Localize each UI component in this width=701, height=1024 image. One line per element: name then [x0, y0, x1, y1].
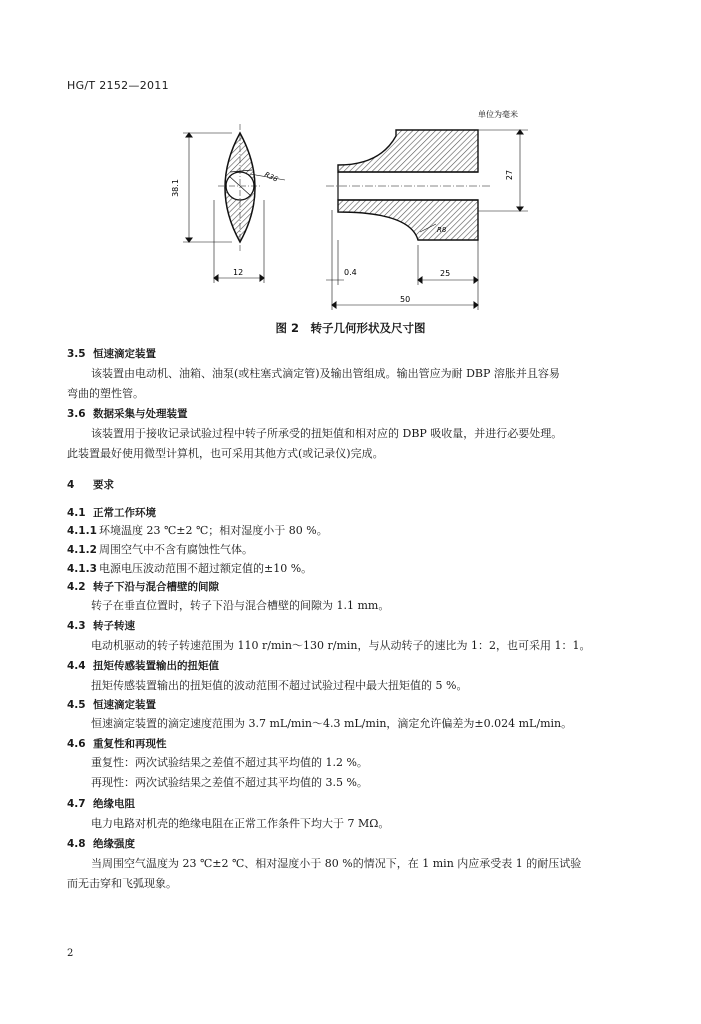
dim-length-50: 50: [400, 295, 411, 304]
para-4-6-line1: 重复性：两次试验结果之差值不超过其平均值的 1.2 %。: [91, 756, 368, 769]
para-3-6-line2: 此装置最好使用微型计算机，也可采用其他方式(或记录仪)完成。: [67, 447, 384, 460]
heading-3-5: 3.5 恒速滴定装置: [67, 348, 156, 360]
dim-width-1: 12: [233, 268, 244, 277]
heading-3-6: 3.6 数据采集与处理装置: [67, 408, 188, 420]
dim-radius-2: R8: [437, 226, 447, 234]
heading-4-1: 4.1 正常工作环境: [67, 507, 156, 519]
para-4-5: 恒速滴定装置的滴定速度范围为 3.7 mL/min～4.3 mL/min，滴定允许偏差为±0.024 mL/min。: [91, 717, 573, 730]
item-4-1-1: 4.1.1 环境温度 23 ℃±2 ℃；相对湿度小于 80 %。: [67, 524, 328, 537]
figure-caption: 图 2 转子几何形状及尺寸图: [275, 321, 426, 335]
para-3-5-line1: 该装置由电动机、油箱、油泵(或柱塞式滴定管)及输出管组成。输出管应为耐 DBP 溶胀并且容易: [91, 367, 560, 380]
heading-4-4: 4.4 扭矩传感装置输出的扭矩值: [67, 660, 219, 672]
para-4-7: 电力电路对机壳的绝缘电阻在正常工作条件下均大于 7 MΩ。: [91, 817, 390, 830]
para-3-5-line2: 弯曲的塑性管。: [67, 387, 144, 400]
dim-radius-1: R36: [263, 170, 280, 184]
heading-4-2: 4.2 转子下沿与混合槽壁的间隙: [67, 581, 219, 593]
item-4-1-3: 4.1.3 电源电压波动范围不超过额定值的±10 %。: [67, 562, 313, 575]
item-4-1-2: 4.1.2 周围空气中不含有腐蚀性气体。: [67, 543, 253, 556]
heading-4-8: 4.8 绝缘强度: [67, 838, 135, 850]
heading-4-5: 4.5 恒速滴定装置: [67, 699, 156, 711]
para-4-8-line1: 当周围空气温度为 23 ℃±2 ℃、相对湿度小于 80 %的情况下，在 1 min 内应承受表 1 的耐压试验: [91, 857, 582, 870]
para-4-8-line2: 而无击穿和飞弧现象。: [67, 877, 177, 890]
para-4-6-line2: 再现性：两次试验结果之差值不超过其平均值的 3.5 %。: [91, 776, 368, 789]
rotor-side-profile: [326, 130, 528, 310]
unit-note: 单位为毫米: [478, 110, 518, 119]
dim-height-2: 27: [505, 169, 514, 181]
para-3-6-line1: 该装置用于接收记录试验过程中转子所承受的扭矩值和相对应的 DBP 吸收量，并进行必要处理。: [91, 427, 563, 440]
heading-4-6: 4.6 重复性和再现性: [67, 738, 167, 750]
para-4-3: 电动机驱动的转子转速范围为 110 r/min～130 r/min，与从动转子的速比为 1：2，也可采用 1：1。: [91, 639, 591, 652]
page-number: 2: [67, 948, 74, 959]
rotor-cross-section: [183, 124, 285, 283]
dim-length-25: 25: [440, 269, 451, 278]
dim-height-1: 38.1: [171, 179, 180, 197]
dim-gap: 0.4: [344, 268, 357, 277]
heading-4: 4 要求: [67, 479, 114, 491]
heading-4-7: 4.7 绝缘电阻: [67, 798, 135, 810]
doc-code-header: HG/T 2152—2011: [67, 79, 169, 92]
heading-4-3: 4.3 转子转速: [67, 620, 135, 632]
para-4-4: 扭矩传感装置输出的扭矩值的波动范围不超过试验过程中最大扭矩值的 5 %。: [91, 679, 468, 692]
rotor-geometry-figure: [0, 0, 701, 340]
para-4-2: 转子在垂直位置时，转子下沿与混合槽壁的间隙为 1.1 mm。: [91, 599, 390, 612]
